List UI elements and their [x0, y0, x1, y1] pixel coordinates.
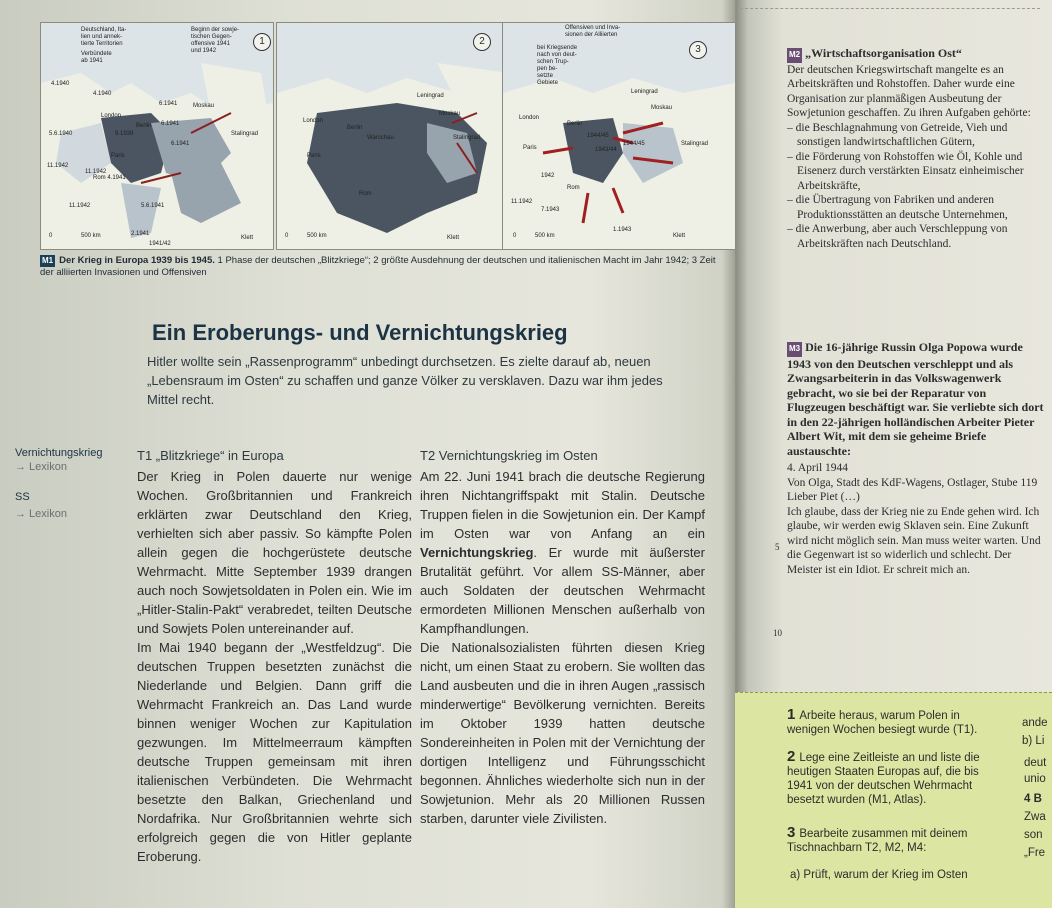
list-item: – die Förderung von Rohstoffen wie Öl, Kohle und Eisenerz durch verstärkten Einsatz einheimischer Arbeitskräfte, [787, 150, 1024, 192]
cut-text: unio [1024, 773, 1046, 785]
map-label: Stalingrad [231, 131, 259, 137]
cut-text: deut [1024, 757, 1047, 769]
task-3 [787, 826, 992, 855]
map-label: Berlin [347, 125, 363, 131]
task-3a: a) Prüft, warum der Krieg im Osten [790, 869, 968, 881]
map-label: Klett [673, 233, 686, 239]
map-label: 2.1941 [131, 231, 150, 237]
map-label: 1944/45 [587, 133, 609, 139]
map-label: 0 [513, 233, 517, 239]
map-1-number: 1 [253, 33, 271, 51]
map-label: Paris [307, 153, 321, 159]
text-run: . Er wurde mit äußerster Brutalität geführt. Vor allem SS-Männer, aber auch Soldaten der deutschen Wehrmacht ermordeten Millionen Menschen außerhalb von Kampfhandlungen. [420, 545, 705, 636]
map-3-legend-2: bei Kriegsende nach von deut- schen Trup- pen be- setzte Gebiete [537, 45, 578, 86]
task-number: 2 [787, 748, 796, 765]
source-m2-title-row [787, 46, 1037, 63]
map-label: 1942 [541, 173, 555, 179]
map-label: 4.1940 [93, 91, 112, 97]
map-label: Leningrad [417, 93, 444, 99]
map-label: London [101, 113, 122, 119]
list-item: – die Beschlagnahmung von Getreide, Vieh und sonstigen landwirtschaftlichen Gütern, [787, 121, 1008, 148]
line-number-10: 10 [773, 628, 782, 638]
map-label: 11.1942 [511, 199, 533, 205]
map-label: 5.6.1941 [141, 203, 165, 209]
lexikon-link[interactable]: → Lexikon [15, 508, 67, 520]
keyword-vernichtungskrieg: Vernichtungskrieg [420, 545, 534, 560]
line-number-5: 5 [775, 542, 780, 552]
map-label: 500 km [535, 233, 555, 239]
map-label: 500 km [81, 233, 101, 239]
cut-text: ande [1022, 717, 1048, 729]
section-t2-paragraph-2: Die Nationalsozialisten führten diesen Krieg nicht, um einen Staat zu erobern. Sie wollten das Land ausbeuten und die in ihren Augen „rassisch minderwertige“ Bevölkerung vernichten. Bereits im Oktober 1939 hatten deutsche Sondereinheiten in Polen mit der Vernichtung der dortigen Intelligenz und Führungsschicht begonnen. Ähnliches wiederholte sich nun in der Sowjetunion. Mehr als 20 Millionen Russen starben, darunter viele Zivilisten. [420, 640, 705, 826]
task-number: 3 [787, 824, 796, 841]
source-m2-title: „Wirtschaftsorganisation Ost“ [805, 46, 962, 60]
map-label: Paris [523, 145, 537, 151]
map-label: 6.1941 [171, 141, 190, 147]
source-m3-title: Die 16-jährige Russin Olga Popowa wurde 1943 von den Deutschen verschleppt und als Zwangsarbeiterin in das Volkswagenwerk gebracht, wo sie bei der Reparatur von Flugzeugen beschäftigt war. Sie verliebte sich dort in den 22-jährigen holländischen Arbeiter Pieter Albert Wit, mit dem sie geheime Briefe austauschte: [787, 340, 1044, 458]
lexikon-link[interactable]: → Lexikon [15, 461, 67, 473]
map-label: Moskau [651, 105, 673, 111]
map-1-legend-3: Beginn der sowje- tischen Gegen- offensive 1941 und 1942 [191, 27, 240, 54]
map-label: 1.1943 [613, 227, 632, 233]
map-label: Klett [447, 235, 460, 241]
map-label: 11.1942 [69, 203, 91, 209]
task-2 [787, 750, 992, 807]
map-label: 11.1942 [85, 169, 107, 175]
map-label: 11.1942 [47, 163, 69, 169]
task-1 [787, 708, 987, 737]
map-label: 0 [285, 233, 289, 239]
map-1 [40, 22, 274, 250]
map-label: Rom [359, 191, 372, 197]
source-m3-tag: M3 [787, 342, 802, 357]
map-label: Klett [241, 235, 254, 241]
map-3-legend-1: Offensiven und Inva- sionen der Alliierten [565, 25, 621, 38]
source-m2 [787, 46, 1037, 251]
map-label: Warschau [367, 135, 394, 141]
cut-text: b) Li [1022, 735, 1045, 747]
letter-salutation: Lieber Piet (…) [787, 491, 860, 503]
map-1-legend-1: Deutschland, Ita- lien und annek- tierte Territorien [81, 27, 127, 47]
map-label: Moskau [439, 111, 461, 117]
map-label: Stalingrad [681, 141, 709, 147]
task-number: 1 [787, 706, 796, 723]
map-label: Berlin [136, 123, 152, 129]
map-label: 1941/42 [149, 241, 171, 247]
map-2-number: 2 [473, 33, 491, 51]
intro-text: Hitler wollte sein „Rassenprogramm“ unbedingt durchsetzen. Es zielte darauf ab, neuen „Lebensraum im Osten“ zu schaffen und ganze Völker zu versklaven. Dazu war ihm jedes Mittel recht. [147, 354, 663, 407]
map-label: 1943/44 [595, 147, 617, 153]
cut-text: 4 B [1024, 793, 1042, 805]
cut-text: Zwa [1024, 811, 1046, 823]
tasks-divider [735, 692, 1052, 693]
task-text: Arbeite heraus, warum Polen in wenigen Wochen besiegt wurde (T1). [787, 710, 978, 736]
letter-date: 4. April 1944 [787, 462, 849, 474]
map-label: 6.1941 [161, 121, 180, 127]
map-label: Paris [111, 153, 125, 159]
map-label: 0 [49, 233, 53, 239]
source-m3 [787, 340, 1045, 577]
task-text: Lege eine Zeitleiste an und liste die heutigen Staaten Europas auf, die bis 1941 von der deutschen Wehrmacht besetzt wurden (M1, Atlas). [787, 752, 980, 806]
map-label: Moskau [193, 103, 215, 109]
page-title: Ein Eroberungs- und Vernichtungskrieg [152, 320, 568, 345]
map-label: London [303, 118, 324, 124]
letter-body: Ich glaube, dass der Krieg nie zu Ende gehen wird. Ich glaube, wir werden ewig Sklaven sein. Eine Zukunft wird nicht möglich sein. Man muss weiter warten. Und die Gegenwart ist so widerlich und schlecht. Der Meister ist ein Idiot. Er schreit mich an. [787, 505, 1041, 576]
source-m2-list [787, 121, 1037, 252]
section-t2-heading: T2 Vernichtungskrieg im Osten [420, 448, 598, 463]
list-item: – die Übertragung von Fabriken und anderen Produktionsstätten an deutsche Unternehmen, [787, 194, 1008, 221]
caption-title: Der Krieg in Europa 1939 bis 1945. [59, 255, 215, 266]
section-t1-paragraph-2: Im Mai 1940 begann der „Westfeldzug“. Die deutschen Truppen besetzten zunächst die Niederlande und Belgien. Dann griff die Wehrmacht Frankreich an. Das Land wurde binnen weniger Wochen zur Kapitulation gezwungen. Im Mittelmeerraum kämpften deutsche Truppen gemeinsam mit ihren italienischen Verbündeten. Die Wehrmacht besetzte den Balkan, Griechenland und Nordafrika. Nur Großbritannien wehrte sich erfolgreich gegen die von Hitler geplante Eroberung. [137, 640, 412, 864]
map-label: 4.1940 [51, 81, 70, 87]
sidebar-term-ss [15, 490, 67, 521]
section-t2-paragraph-1 [420, 467, 705, 638]
map-label: Rom [567, 185, 580, 191]
source-m2-tag: M2 [787, 48, 802, 63]
map-label: Stalingrad [453, 135, 481, 141]
source-m2-text: Der deutschen Kriegswirtschaft mangelte es an Arbeitskräften und Rohstoffen. Daher wurde eine Organisation zur planmäßigen Ausbeutung der Sowjetunion geschaffen. Zu ihren Aufgaben gehörte: [787, 63, 1031, 119]
cut-text: son [1024, 829, 1043, 841]
map-label: 7.1943 [541, 207, 560, 213]
section-t2 [420, 446, 705, 828]
source-m3-intro [787, 340, 1045, 458]
caption-tag: M1 [42, 256, 54, 265]
map-label: 6.1941 [159, 101, 178, 107]
map-2 [276, 22, 510, 250]
sidebar-term-vernichtungskrieg [15, 446, 102, 474]
map-label: 1944/45 [623, 141, 645, 147]
sidebar-term: Vernichtungskrieg [15, 447, 103, 459]
top-dashed-rule [740, 8, 1040, 9]
cut-text: „Fre [1024, 847, 1046, 859]
caption-text: 1 Phase der deutschen „Blitzkriege“; 2 größte Ausdehnung der deutschen und italienischen Macht im Jahr 1942; 3 Zeit der alliierten Invasionen und Offensiven [40, 255, 716, 278]
sidebar-term: SS [15, 491, 30, 503]
map-label: Berlin [567, 121, 583, 127]
map-3 [502, 22, 736, 250]
map-caption [40, 255, 730, 279]
section-t1-paragraph-1: Der Krieg in Polen dauerte nur wenige Wochen. Großbritannien und Frankreich erklärten zwar Deutschland den Krieg, verhielten sich aber passiv. So kämpfte Polen allein gegen die hochgerüstete deutsche Wehrmacht. Mitte September 1939 drangen auch noch Sowjetsoldaten in Polen ein. Wie im „Hitler-Stalin-Pakt“ verabredet, teilten Deutsche und Sowjets Polen untereinander auf. [137, 469, 412, 636]
task-text: Bearbeite zusammen mit deinem Tischnachbarn T2, M2, M4: [787, 828, 968, 854]
map-label: 500 km [307, 233, 327, 239]
section-t1-heading: T1 „Blitzkriege“ in Europa [137, 448, 284, 463]
map-3-number: 3 [689, 41, 707, 59]
map-label: 5.6.1940 [49, 131, 73, 137]
map-label: London [519, 115, 540, 121]
map-label: 9.1939 [115, 131, 134, 137]
list-item: – die Anwerbung, aber auch Verschleppung von Arbeitskräften nach Deutschland. [787, 223, 1008, 250]
text-run: Am 22. Juni 1941 brach die deutsche Regierung ihren Nichtangriffspakt mit Stalin. Deutsche Truppen fielen in die Sowjetunion ein. Der Kampf im Osten war von Anfang an ein [420, 469, 705, 541]
section-t1 [137, 446, 412, 866]
letter-sender: Von Olga, Stadt des KdF-Wagens, Ostlager, Stube 119 [787, 476, 1038, 489]
map-1-legend-2: Verbündete ab 1941 [81, 51, 112, 64]
map-label: Leningrad [631, 89, 658, 95]
map-label: Rom 4.1941 [93, 175, 126, 181]
